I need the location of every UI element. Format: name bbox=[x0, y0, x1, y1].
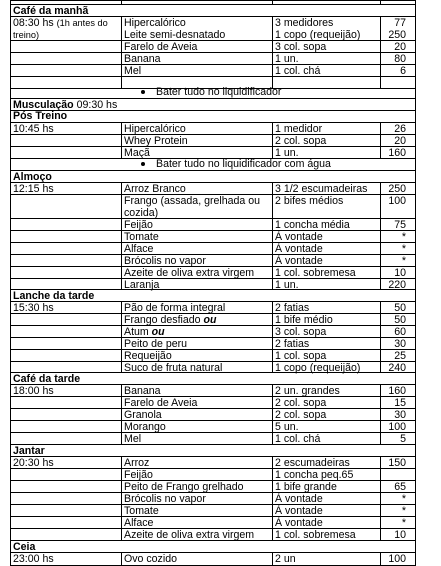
food-name: Peito de peru bbox=[124, 338, 188, 350]
quantity: 30 bbox=[394, 338, 406, 350]
food-name: Feijão bbox=[124, 469, 153, 481]
food-name: Banana bbox=[124, 53, 161, 65]
measure: À vontade bbox=[275, 243, 323, 255]
food-name: Feijão bbox=[124, 219, 153, 231]
quantity: * bbox=[401, 493, 406, 505]
row-line bbox=[10, 408, 415, 409]
section-lanche: Lanche da tarde bbox=[13, 290, 95, 302]
musculacao-title: Musculação bbox=[13, 99, 74, 111]
quantity: 65 bbox=[394, 481, 406, 493]
measure: 1 col. sobremesa bbox=[275, 267, 356, 279]
measure: 2 fatias bbox=[275, 302, 310, 314]
measure: 2 escumadeiras bbox=[275, 457, 350, 469]
row-line bbox=[10, 516, 415, 517]
grid-line-left bbox=[10, 0, 11, 566]
row-line bbox=[10, 420, 415, 421]
food-name: Pão de forma integral bbox=[124, 302, 226, 314]
food-name: Alface bbox=[124, 243, 154, 255]
quantity: 100 bbox=[388, 195, 406, 207]
food-name: Farelo de Aveia bbox=[124, 397, 198, 409]
row-line bbox=[10, 337, 415, 338]
row-line bbox=[10, 122, 415, 123]
time-lanche: 15:30 hs bbox=[13, 302, 54, 314]
column-line bbox=[121, 384, 122, 444]
row-line bbox=[10, 242, 415, 243]
time-cafe-manha-note: (1h antes do bbox=[56, 18, 108, 28]
measure: 1 un. bbox=[275, 147, 299, 159]
quantity: 20 bbox=[394, 41, 406, 53]
food-name: Requeijão bbox=[124, 350, 172, 362]
measure: 1 copo (requeijão) bbox=[275, 362, 361, 374]
time-cafe-manha bbox=[13, 17, 108, 29]
food-name: Atum ou bbox=[124, 326, 165, 338]
food-conjunction: ou bbox=[200, 314, 217, 326]
column-line bbox=[380, 182, 381, 290]
quantity: * bbox=[401, 231, 406, 243]
measure: 1 un. bbox=[275, 53, 299, 65]
quantity: * bbox=[401, 505, 406, 517]
measure: 3 medidores bbox=[275, 17, 334, 29]
quantity: 75 bbox=[394, 219, 406, 231]
grid-line-right bbox=[415, 0, 416, 566]
time-cafe-manha-value: 08:30 hs bbox=[13, 17, 54, 29]
bullet-icon bbox=[141, 90, 145, 94]
column-line bbox=[380, 384, 381, 444]
section-cafe-manha: Café da manhã bbox=[13, 5, 89, 17]
row-line bbox=[10, 64, 415, 65]
measure: 1 concha peq.65 bbox=[275, 469, 354, 481]
measure: 2 bifes médios bbox=[275, 195, 344, 207]
food-name: Arroz bbox=[124, 457, 150, 469]
quantity: 250 bbox=[388, 183, 406, 195]
row-line bbox=[10, 349, 415, 350]
food-name-cont: cozida) bbox=[124, 207, 159, 219]
row-line bbox=[10, 52, 415, 53]
food-name: Hipercalórico bbox=[124, 123, 186, 135]
time-ceia: 23:00 hs bbox=[13, 553, 54, 565]
row-line bbox=[10, 396, 415, 397]
row-line bbox=[10, 456, 415, 457]
row-line bbox=[10, 504, 415, 505]
quantity: 15 bbox=[394, 397, 406, 409]
time-cafe-tarde: 18:00 hs bbox=[13, 385, 54, 397]
row-line bbox=[10, 552, 415, 553]
column-line bbox=[121, 182, 122, 290]
section-almoco: Almoço bbox=[13, 171, 52, 183]
food-conjunction: ou bbox=[148, 326, 165, 338]
measure: À vontade bbox=[275, 231, 323, 243]
quantity: 10 bbox=[394, 529, 406, 541]
row-line bbox=[10, 468, 415, 469]
column-line bbox=[272, 552, 273, 566]
column-line bbox=[121, 122, 122, 158]
measure: 2 col. sopa bbox=[275, 397, 327, 409]
food-name: Tomate bbox=[124, 505, 159, 517]
quantity: 20 bbox=[394, 135, 406, 147]
column-line bbox=[380, 552, 381, 566]
measure: 2 un. grandes bbox=[275, 385, 340, 397]
food-name: Morango bbox=[124, 421, 166, 433]
quantity: 80 bbox=[394, 53, 406, 65]
food-name: Frango (assada, grelhada ou bbox=[124, 195, 261, 207]
bullet-icon bbox=[141, 162, 145, 166]
quantity: 30 bbox=[394, 409, 406, 421]
row-line bbox=[10, 76, 415, 77]
column-line bbox=[272, 384, 273, 444]
food-name: Arroz Branco bbox=[124, 183, 186, 195]
measure: 1 col. chá bbox=[275, 433, 321, 445]
food-name: Mel bbox=[124, 65, 142, 77]
measure: À vontade bbox=[275, 493, 323, 505]
column-line bbox=[121, 552, 122, 566]
quantity: 100 bbox=[388, 553, 406, 565]
measure: 2 un bbox=[275, 553, 296, 565]
measure: 3 1/2 escumadeiras bbox=[275, 183, 368, 195]
food-name: Granola bbox=[124, 409, 162, 421]
quantity: 60 bbox=[394, 326, 406, 338]
time-cafe-manha-note2: treino) bbox=[13, 30, 40, 40]
row-line bbox=[10, 170, 415, 171]
measure: 2 col. sopa bbox=[275, 135, 327, 147]
quantity: 220 bbox=[388, 279, 406, 291]
row-line bbox=[10, 134, 415, 135]
quantity: 160 bbox=[388, 147, 406, 159]
food-name: Peito de Frango grelhado bbox=[124, 481, 244, 493]
measure: 1 col. chá bbox=[275, 65, 321, 77]
quantity: 100 bbox=[388, 421, 406, 433]
measure: 1 col. sopa bbox=[275, 350, 327, 362]
food-name: Ovo cozido bbox=[124, 553, 177, 565]
quantity: 6 bbox=[400, 65, 406, 77]
row-line bbox=[10, 432, 415, 433]
measure: 1 col. sobremesa bbox=[275, 529, 356, 541]
food-name: Brócolis no vapor bbox=[124, 493, 206, 505]
note-bater-agua: Bater tudo no liquidificador com água bbox=[156, 158, 331, 170]
quantity: * bbox=[401, 517, 406, 529]
quantity: 77 bbox=[394, 17, 406, 29]
note-bater: Bater tudo no liquidificador bbox=[156, 86, 282, 98]
measure: 3 col. sopa bbox=[275, 41, 327, 53]
row-line bbox=[10, 254, 415, 255]
quantity: 50 bbox=[394, 302, 406, 314]
column-line bbox=[272, 122, 273, 158]
food-name: Laranja bbox=[124, 279, 160, 291]
time-pos-treino: 10:45 hs bbox=[13, 123, 54, 135]
measure: 5 un. bbox=[275, 421, 299, 433]
quantity: * bbox=[401, 243, 406, 255]
quantity: 250 bbox=[388, 29, 406, 41]
measure: 1 concha média bbox=[275, 219, 350, 231]
measure: 1 medidor bbox=[275, 123, 323, 135]
food-name: Frango desfiado ou bbox=[124, 314, 217, 326]
section-ceia: Ceia bbox=[13, 541, 36, 553]
food-name: Suco de fruta natural bbox=[124, 362, 223, 374]
food-name: Leite semi-desnatado bbox=[124, 29, 226, 41]
measure: 1 bife grande bbox=[275, 481, 337, 493]
row-line bbox=[10, 0, 415, 1]
measure: À vontade bbox=[275, 505, 323, 517]
food-name: Alface bbox=[124, 517, 154, 529]
quantity: 160 bbox=[388, 385, 406, 397]
time-almoco: 12:15 hs bbox=[13, 183, 54, 195]
food-name: Hipercalórico bbox=[124, 17, 186, 29]
food-name: Banana bbox=[124, 385, 161, 397]
food-name: Azeite de oliva extra virgem bbox=[124, 267, 255, 279]
row-line bbox=[10, 218, 415, 219]
quantity: 5 bbox=[400, 433, 406, 445]
quantity: * bbox=[401, 255, 406, 267]
quantity: 150 bbox=[388, 457, 406, 469]
time-jantar: 20:30 hs bbox=[13, 457, 54, 469]
section-pos-treino: Pós Treino bbox=[13, 110, 68, 122]
food-name: Maçã bbox=[124, 147, 150, 159]
measure: 1 bife médio bbox=[275, 314, 333, 326]
section-cafe-tarde: Café da tarde bbox=[13, 373, 81, 385]
musculacao-time: 09:30 hs bbox=[76, 99, 118, 111]
measure: 1 copo (requeijão) bbox=[275, 29, 361, 41]
food-name: Mel bbox=[124, 433, 142, 445]
quantity: 240 bbox=[388, 362, 406, 374]
measure: À vontade bbox=[275, 255, 323, 267]
food-name: Tomate bbox=[124, 231, 159, 243]
food-name: Whey Protein bbox=[124, 135, 188, 147]
quantity: 10 bbox=[394, 267, 406, 279]
food-name: Farelo de Aveia bbox=[124, 41, 198, 53]
quantity: 50 bbox=[394, 314, 406, 326]
quantity: 26 bbox=[394, 123, 406, 135]
column-line bbox=[380, 122, 381, 158]
section-jantar: Jantar bbox=[13, 445, 45, 457]
quantity: 25 bbox=[394, 350, 406, 362]
row-line bbox=[10, 230, 415, 231]
food-name: Azeite de oliva extra virgem bbox=[124, 529, 255, 541]
row-line bbox=[10, 146, 415, 147]
measure: 2 fatias bbox=[275, 338, 310, 350]
measure: 2 col. sopa bbox=[275, 409, 327, 421]
measure: À vontade bbox=[275, 517, 323, 529]
column-line bbox=[272, 182, 273, 290]
measure: 3 col. sopa bbox=[275, 326, 327, 338]
row-line bbox=[10, 444, 415, 445]
measure: 1 un. bbox=[275, 279, 299, 291]
food-name: Brócolis no vapor bbox=[124, 255, 206, 267]
